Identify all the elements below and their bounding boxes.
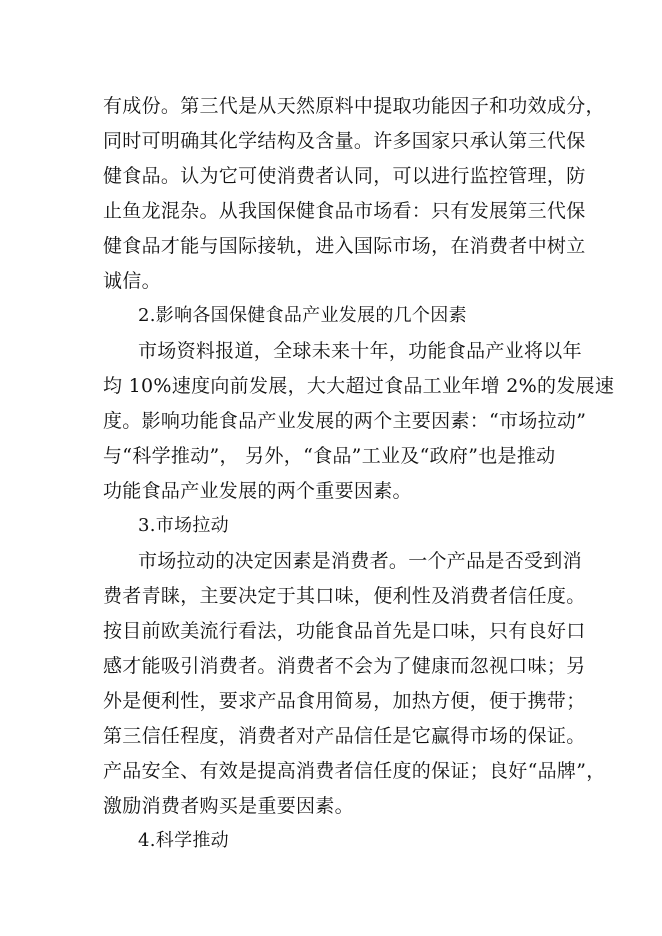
paragraph-line: 同时可明确其化学结构及含量。许多国家只承认第三代保 xyxy=(103,130,586,152)
paragraph-line: 健食品才能与国际接轨，进入国际市场，在消费者中树立 xyxy=(103,235,586,257)
section-heading: 4.科学推动 xyxy=(138,830,229,851)
paragraph-line: 健食品。认为它可使消费者认同，可以进行监控管理，防 xyxy=(103,165,586,187)
paragraph-line: 功能食品产业发展的两个重要因素。 xyxy=(103,480,412,502)
paragraph-line: 外是便利性，要求产品食用简易，加热方便，便于携带； xyxy=(103,690,586,712)
paragraph-line: 度。影响功能食品产业发展的两个主要因素：“市场拉动” xyxy=(103,410,587,432)
paragraph-line: 激励消费者购买是重要因素。 xyxy=(103,795,354,817)
paragraph-line: 有成份。第三代是从天然原料中提取功能因子和功效成分， xyxy=(103,95,605,117)
paragraph-line: 第三信任程度，消费者对产品信任是它赢得市场的保证。 xyxy=(103,725,586,747)
paragraph-line: 产品安全、有效是提高消费者信任度的保证；良好“品牌”， xyxy=(103,760,606,782)
paragraph-line: 市场拉动的决定因素是消费者。一个产品是否受到消 xyxy=(138,550,582,572)
section-heading: 2.影响各国保健食品产业发展的几个因素 xyxy=(138,305,467,326)
paragraph-line: 诚信。 xyxy=(103,270,161,292)
paragraph-line: 费者青睐，主要决定于其口味，便利性及消费者信任度。 xyxy=(103,585,586,607)
paragraph-line: 均 10%速度向前发展，大大超过食品工业年增 2%的发展速 xyxy=(103,375,615,397)
paragraph-line: 按目前欧美流行看法，功能食品首先是口味，只有良好口 xyxy=(103,620,586,642)
paragraph-line: 止鱼龙混杂。从我国保健食品市场看：只有发展第三代保 xyxy=(103,200,586,222)
section-heading: 3.市场拉动 xyxy=(138,515,229,536)
paragraph-line: 与“科学推动”， 另外，“食品”工业及“政府”也是推动 xyxy=(103,445,556,467)
paragraph-line: 感才能吸引消费者。消费者不会为了健康而忽视口味；另 xyxy=(103,655,586,677)
paragraph-line: 市场资料报道，全球未来十年，功能食品产业将以年 xyxy=(138,340,582,362)
